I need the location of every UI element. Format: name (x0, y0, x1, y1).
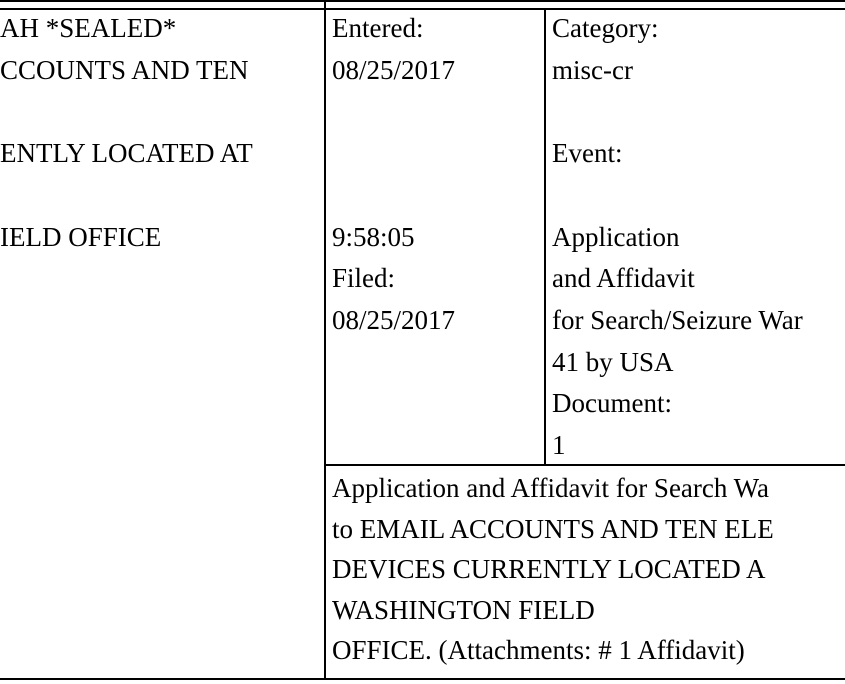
filed-date: 08/25/2017 (332, 304, 456, 335)
description-top-border (324, 464, 845, 466)
description-line: OFFICE. (Attachments: # 1 Affidavit) (332, 635, 745, 665)
event-line: Application (552, 221, 680, 252)
date-column (332, 8, 542, 464)
bottom-border (0, 678, 845, 680)
category-label: Category: (552, 13, 659, 43)
left-line: IELD OFFICE (0, 221, 162, 252)
event-line: and Affidavit (552, 263, 695, 294)
entered-time: 9:58:05 (332, 221, 415, 252)
left-line: AH *SEALED* (0, 13, 177, 43)
left-column-divider (324, 8, 326, 680)
top-border (0, 0, 845, 2)
description-line: Application and Affidavit for Search Wa (332, 473, 769, 503)
left-column-text (0, 8, 324, 466)
category-value: misc-cr (552, 54, 633, 85)
description-line: to EMAIL ACCOUNTS AND TEN ELE (332, 513, 774, 544)
description-line: WASHINGTON FIELD (332, 594, 595, 625)
event-line: for Search/Seizure War (552, 304, 803, 335)
event-line: 41 by USA (552, 346, 674, 377)
document-label: Document: (552, 388, 672, 419)
filed-label: Filed: (332, 263, 396, 294)
category-column (552, 8, 845, 464)
docket-description (332, 468, 845, 678)
entered-label: Entered: (332, 13, 424, 43)
entered-date: 08/25/2017 (332, 54, 456, 85)
event-label: Event: (552, 138, 623, 169)
left-line: ENTLY LOCATED AT (0, 138, 253, 169)
date-category-divider (544, 8, 546, 466)
left-line: CCOUNTS AND TEN (0, 54, 249, 85)
document-number: 1 (552, 430, 566, 460)
description-line: DEVICES CURRENTLY LOCATED A (332, 554, 766, 584)
